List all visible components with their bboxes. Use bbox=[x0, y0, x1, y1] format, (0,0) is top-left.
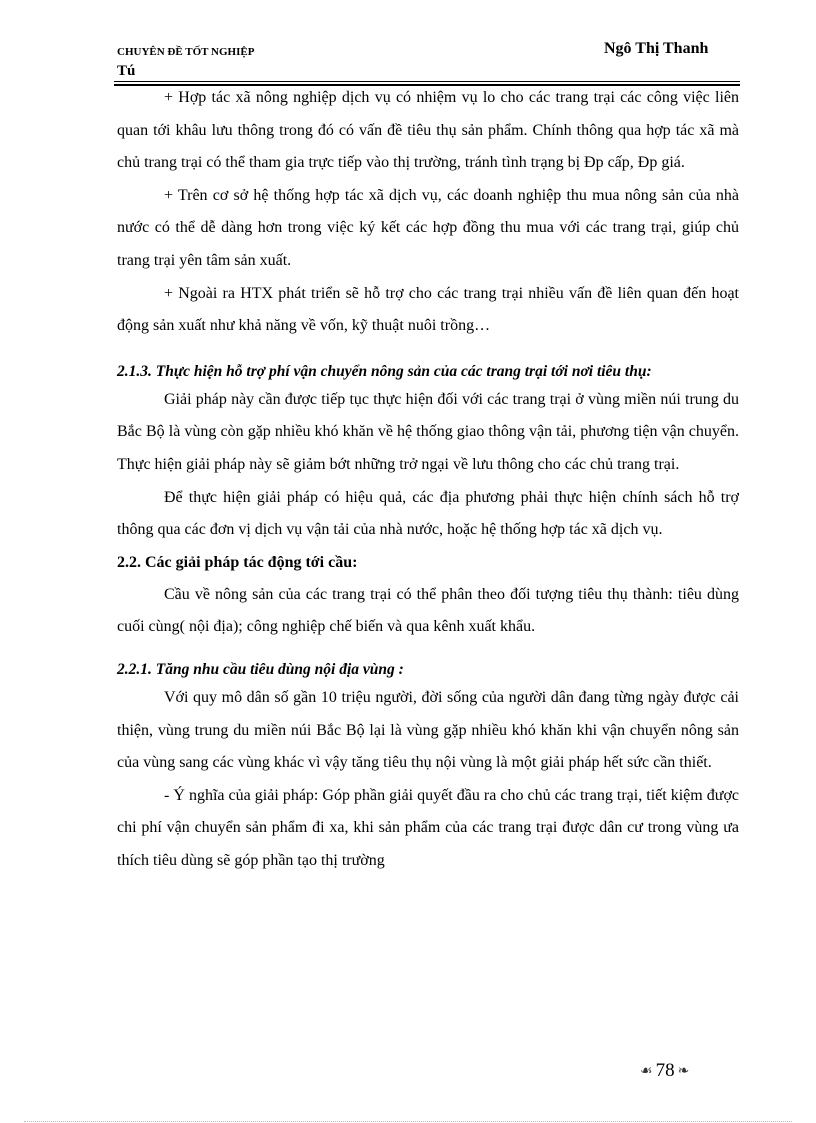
paragraph-significance: - Ý nghĩa của giải pháp: Góp phần giải quyết đầu ra cho chủ các trang trại, tiết kiệm được chi phí vận chuyển sản phẩm đi xa, khi sản phẩm của các trang trại được dân cư trong vùng ưa thích tiêu dùng sẽ góp phần tạo thị trường bbox=[117, 786, 739, 869]
paragraph-state-enterprises: + Trên cơ sở hệ thống hợp tác xã dịch vụ, các doanh nghiệp thu mua nông sản của nhà nước có thể dễ dàng hơn trong việc ký kết các hợp đồng thu mua với các trang trại, giúp chủ trang trại yên tâm sản xuất. bbox=[117, 186, 739, 269]
paragraph-implementation: Để thực hiện giải pháp có hiệu quả, các địa phương phải thực hiện chính sách hỗ trợ thông qua các đơn vị dịch vụ vận tải của nhà nước, hoặc hệ thống hợp tác xã dịch vụ. bbox=[117, 488, 739, 539]
header-author-continued: Tú bbox=[117, 63, 136, 79]
header-author: Ngô Thị Thanh bbox=[604, 40, 709, 57]
paragraph-cooperative-role: + Hợp tác xã nông nghiệp dịch vụ có nhiệm vụ lo cho các trang trại các công việc liên quan tới khâu lưu thông trong đó có vấn đề tiêu thụ sản phẩm. Chính thông qua hợp tác xã mà chủ trang trại có thể tham gia trực tiếp vào thị trường, tránh tình trạng bị Đp cấp, Đp giá. bbox=[117, 89, 739, 172]
ornament-left-icon: ☙ bbox=[640, 1063, 653, 1079]
heading-2-2: 2.2. Các giải pháp tác động tới cầu: bbox=[117, 553, 358, 571]
header-topic: CHUYÊN ĐỀ TỐT NGHIỆP bbox=[117, 46, 255, 58]
heading-2-2-1: 2.2.1. Tăng nhu cầu tiêu dùng nội địa vùng : bbox=[117, 660, 404, 678]
paragraph-demand-categories: Cầu về nông sản của các trang trại có thể phân theo đối tượng tiêu thụ thành: tiêu dùng cuối cùng( nội địa); công nghiệp chế biến và qua kênh xuất khẩu. bbox=[117, 585, 739, 636]
page-bottom-divider bbox=[24, 1121, 792, 1122]
document-header-label bbox=[117, 44, 254, 80]
page-number: 78 bbox=[655, 1060, 675, 1081]
paragraph-htx-support: + Ngoài ra HTX phát triển sẽ hỗ trợ cho các trang trại nhiều vấn đề liên quan đến hoạt động sản xuất như khả năng về vốn, kỹ thuật nuôi trồng… bbox=[117, 284, 739, 335]
page-number-footer bbox=[640, 1060, 689, 1082]
ornament-right-icon: ❧ bbox=[677, 1063, 690, 1079]
paragraph-transport-solution: Giải pháp này cần được tiếp tục thực hiện đối với các trang trại ở vùng miền núi trung du Bắc Bộ là vùng còn gặp nhiều khó khăn về hệ thống giao thông vận tải, phương tiện vận chuyển. Thực hiện giải pháp này sẽ giảm bớt những trở ngại về lưu thông cho các chủ trang trại. bbox=[117, 390, 739, 473]
page-body bbox=[117, 82, 739, 877]
paragraph-population: Với quy mô dân số gần 10 triệu người, đời sống của người dân đang từng ngày được cải thiện, vùng trung du miền núi Bắc Bộ lại là vùng gặp nhiều khó khăn khi vận chuyển nông sản của vùng sang các vùng khác vì vậy tăng tiêu thụ nội vùng là một giải pháp hết sức cần thiết. bbox=[117, 688, 739, 772]
heading-2-1-3: 2.1.3. Thực hiện hỗ trợ phí vận chuyển nông sản của các trang trại tới nơi tiêu thụ: bbox=[117, 362, 652, 380]
